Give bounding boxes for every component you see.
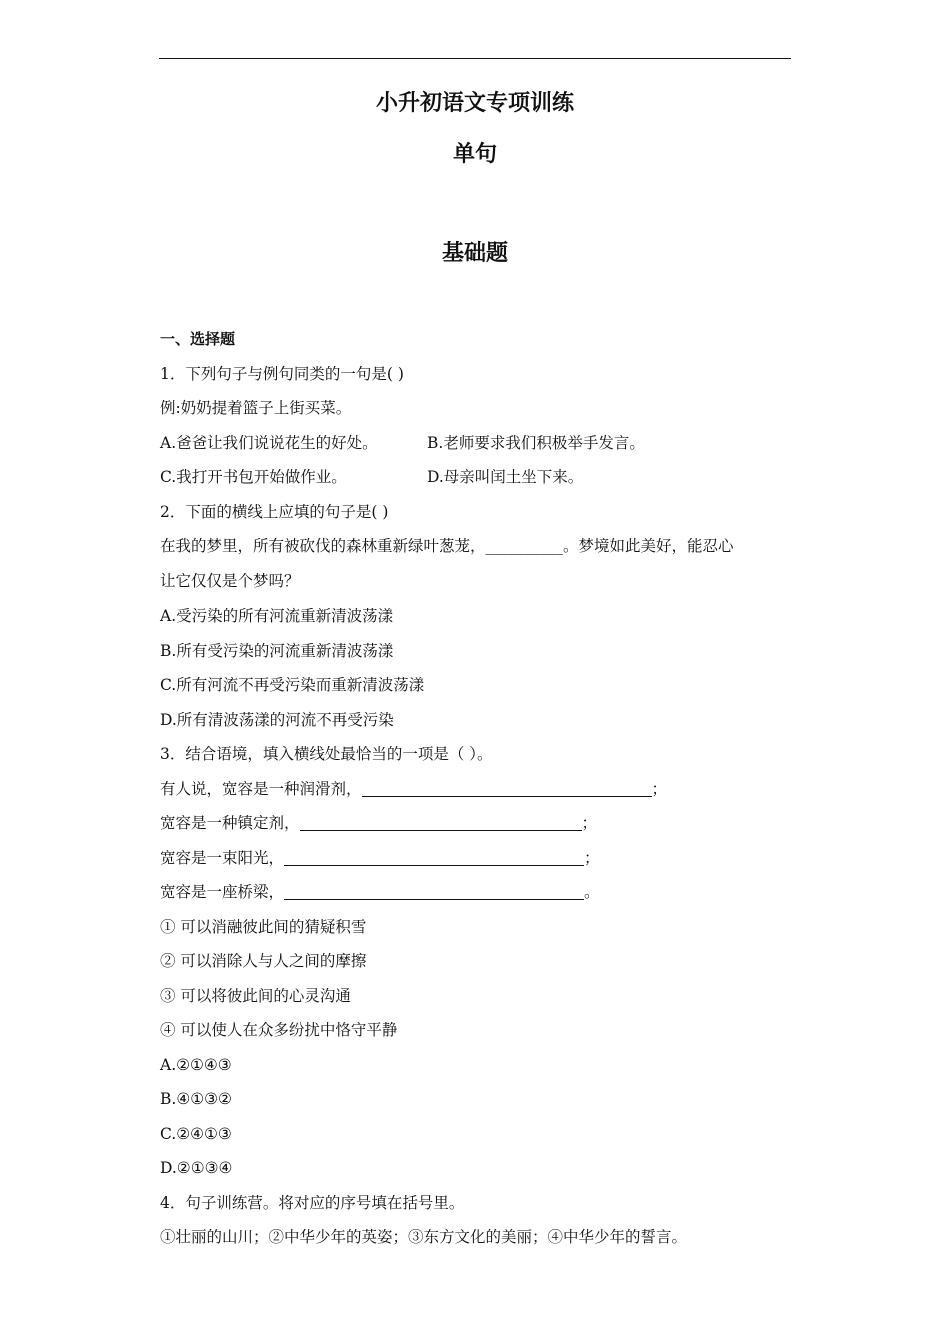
q3-item-3: ③ 可以将彼此间的心灵沟通 [160, 986, 351, 1005]
q2-option-c: C.所有河流不再受污染而重新清波荡漾 [160, 676, 425, 694]
q3-blank-4 [284, 883, 584, 900]
q2-stem: 2．下面的横线上应填的句子是( ) [160, 502, 389, 521]
q2-option-a: A.受污染的所有河流重新清波荡漾 [160, 607, 394, 625]
q3-line-3-end: ； [584, 848, 600, 867]
q2-passage-line-1 [160, 529, 792, 564]
q1-option-b: B.老师要求我们积极举手发言。 [427, 433, 645, 452]
q3-stem: 3．结合语境，填入横线处最恰当的一项是（ ）。 [160, 745, 493, 763]
q3-blank-2 [300, 814, 582, 831]
q3-line-1 [160, 772, 792, 807]
q3-option-a: A.②①④③ [160, 1055, 232, 1074]
q3-line-3 [160, 841, 792, 876]
q1-option-c: C.我打开书包开始做作业。 [160, 468, 347, 486]
q3-item-4: ④ 可以使人在众多纷扰中恪守平静 [160, 1021, 398, 1039]
q1-stem: 1．下列句子与例句同类的一句是( ) [160, 364, 404, 383]
q1-option-a: A.爸爸让我们说说花生的好处。 [160, 433, 378, 452]
q3-line-1-end: ； [651, 779, 668, 798]
q2-option-b: B.所有受污染的河流重新清波荡漾 [160, 641, 394, 660]
section-heading: 一、选择题 [160, 330, 236, 348]
q1-option-d: D.母亲叫闰土坐下来。 [427, 468, 584, 486]
q2-passage-after: 。梦境如此美好，能忍心 [563, 537, 734, 555]
doc-subtitle: 单句 [452, 142, 497, 167]
q3-line-1-text: 有人说，宽容是一种润滑剂， [160, 779, 362, 798]
q3-line-4 [160, 875, 792, 910]
q3-line-2 [160, 806, 792, 841]
q3-line-3-text: 宽容是一束阳光， [160, 848, 285, 867]
q3-blank-3 [284, 849, 584, 866]
q4-items: ①壮丽的山川；②中华少年的英姿；③东方文化的美丽；④中华少年的誓言。 [160, 1228, 688, 1246]
question-list [160, 322, 792, 1255]
q2-passage-before: 在我的梦里，所有被砍伐的森林重新绿叶葱茏， [160, 537, 486, 555]
q1-example: 例:奶奶提着篮子上街买菜。 [160, 399, 352, 417]
q2-passage-line-2: 让它仅仅是个梦吗？ [160, 572, 300, 590]
q3-option-b: B.④①③② [160, 1090, 232, 1108]
level-heading: 基础题 [441, 241, 508, 266]
q3-option-d: D.②①③④ [160, 1159, 233, 1177]
q2-option-d: D.所有清波荡漾的河流不再受污染 [160, 710, 394, 729]
q2-passage-blank: __________ [485, 537, 564, 555]
header-rule [159, 58, 791, 59]
q3-line-2-end: ； [581, 814, 598, 832]
doc-title: 小升初语文专项训练 [375, 91, 574, 116]
q3-line-4-text: 宽容是一座桥梁， [160, 883, 285, 901]
q3-option-c: C.②④①③ [160, 1124, 232, 1143]
q1-options-row-2 [160, 460, 792, 495]
q3-item-2: ② 可以消除人与人之间的摩擦 [160, 952, 367, 970]
q3-item-1: ① 可以消融彼此间的猜疑积雪 [160, 917, 367, 936]
q3-line-2-text: 宽容是一种镇定剂， [160, 814, 300, 832]
q3-blank-1 [362, 780, 652, 797]
q1-options-row-1 [160, 426, 792, 461]
q4-stem: 4．句子训练营。将对应的序号填在括号里。 [160, 1193, 465, 1212]
q3-line-4-end: 。 [584, 883, 600, 901]
